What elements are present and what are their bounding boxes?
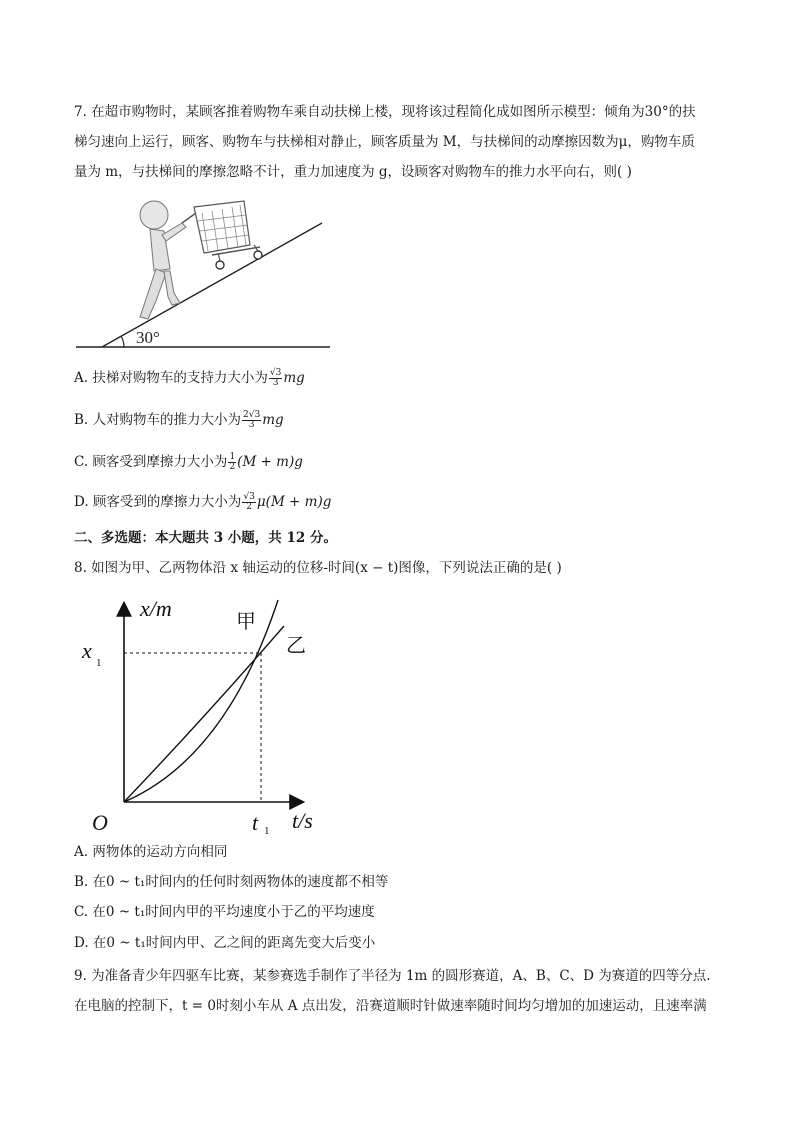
option-b-fraction [242,411,261,430]
q7-stem-line-3: 量为 m，与扶梯间的摩擦忽略不计，重力加速度为 g，设顾客对购物车的推力水平向右，则( ) [74,164,632,180]
q8-option-a[interactable]: A. 两物体的运动方向相同 [74,844,228,860]
shopper-figure [140,201,186,319]
option-b-numerator: 2√3 [243,410,261,420]
shopping-cart [182,201,262,269]
option-d-fraction [242,493,255,512]
x1-subscript: 1 [96,657,102,669]
q9-stem-line-2: 在电脑的控制下，t = 0时刻小车从 A 点出发，沿赛道顺时针做速率随时间均匀增加的加速运动，且速率满 [74,998,707,1014]
option-c-expression: (M + m)g [237,454,303,470]
t1-label: t [252,810,259,835]
option-c-numerator: 1 [229,452,236,462]
curve-yi [124,626,284,802]
x1-label: x [82,638,92,663]
xt-graph [74,590,344,836]
q7-stem-line-1: 7. 在超市购物时，某顾客推着购物车乘自动扶梯上楼，现将该过程简化成如图所示模型：倾角为30°的扶 [74,104,696,120]
option-c-text: C. 顾客受到摩擦力大小为 [74,454,228,470]
option-d-text: D. 顾客受到的摩擦力大小为 [74,494,242,510]
option-b-expression: mg [262,412,284,428]
origin-label: O [92,810,108,835]
angle-arc [121,336,124,347]
slope-line [102,223,322,347]
q8-option-b[interactable]: B. 在0 ~ t₁时间内的任何时刻两物体的速度都不相等 [74,874,389,890]
escalator-figure [74,193,334,351]
q8-option-d[interactable]: D. 在0 ~ t₁时间内甲、乙之间的距离先变大后变小 [74,935,376,951]
q7-option-d[interactable] [74,492,724,512]
x-axis-label: t/s [292,808,313,833]
angle-label: 30° [136,328,160,347]
q7-option-a[interactable] [74,368,724,388]
q7-stem-line-2: 梯匀速向上运行，顾客、购物车与扶梯相对静止，顾客质量为 M，与扶梯间的动摩擦因数为μ，购物车质 [74,134,695,150]
q9-stem-line-1: 9. 为准备青少年四驱车比赛，某参赛选手制作了半径为 1m 的圆形赛道，A、B、C、D 为赛道的四等分点. [74,968,711,984]
option-d-denominator: 2 [246,502,253,512]
q7-option-b[interactable] [74,410,724,430]
t1-subscript: 1 [264,825,270,836]
y-axis-label: x/m [140,596,172,621]
option-a-expression: mg [283,370,305,386]
option-c-fraction [228,453,236,472]
curve-jia-label: 甲 [236,609,256,633]
curve-yi-label: 乙 [286,633,306,657]
option-a-fraction [269,369,282,388]
option-b-denominator: 3 [248,420,255,430]
option-b-text: B. 人对购物车的推力大小为 [74,412,242,428]
option-d-numerator: √3 [243,492,255,502]
option-a-numerator: √3 [269,368,282,378]
option-d-expression: μ(M + m)g [256,494,332,510]
q8-option-c[interactable]: C. 在0 ~ t₁时间内甲的平均速度小于乙的平均速度 [74,904,375,920]
option-a-denominator: 3 [272,378,279,388]
q7-option-c[interactable] [74,452,724,472]
q8-stem: 8. 如图为甲、乙两物体沿 x 轴运动的位移-时间(x − t)图像，下列说法正确的是( ) [74,560,562,576]
section-2-title: 二、多选题：本大题共 3 小题，共 12 分。 [74,530,337,546]
option-a-text: A. 扶梯对购物车的支持力大小为 [74,370,268,386]
option-c-denominator: 2 [229,462,236,472]
